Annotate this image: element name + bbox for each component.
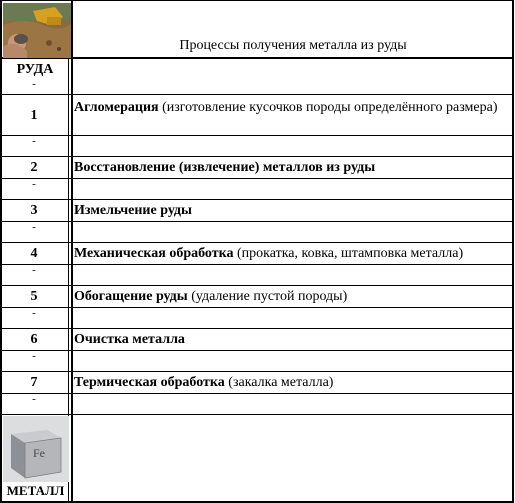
iron-cube-icon — [3, 416, 69, 482]
step-number: 1 — [30, 108, 38, 123]
row-divider — [0, 414, 514, 415]
step-number: 6 — [30, 332, 38, 347]
step-name: Измельчение руды — [74, 203, 192, 218]
dash-mark: - — [32, 393, 36, 405]
row-divider — [0, 307, 514, 308]
row-divider — [0, 221, 514, 222]
row-divider — [0, 135, 514, 136]
step-description — [74, 246, 512, 262]
step-name: Механическая обработка — [74, 246, 234, 261]
row-divider — [0, 350, 514, 351]
step-description — [74, 332, 510, 348]
dash-mark: - — [32, 221, 36, 233]
step-number: 2 — [30, 160, 38, 175]
step-name: Восстановление (извлечение) металлов из руды — [74, 160, 376, 175]
table-border-top — [0, 0, 514, 1]
mining-photo-icon — [3, 3, 71, 58]
step-number: 3 — [30, 203, 38, 218]
row-divider — [0, 328, 514, 329]
row-divider — [0, 156, 514, 157]
step-number: 7 — [30, 375, 38, 390]
step-number: 5 — [30, 289, 38, 304]
step-number: 4 — [30, 246, 38, 261]
row-divider — [0, 393, 514, 394]
step-description — [74, 203, 510, 219]
step-name: Термическая обработка — [74, 375, 225, 390]
column-divider-double — [71, 0, 73, 503]
step-detail: (удаление пустой породы) — [187, 289, 348, 304]
table-border-right — [512, 0, 514, 503]
dash-mark: - — [32, 307, 36, 319]
row-divider — [0, 57, 514, 59]
row-divider — [0, 94, 514, 95]
dash-mark: - — [32, 135, 36, 147]
table-title: Процессы получения металла из руды — [179, 38, 407, 53]
step-description — [74, 100, 510, 116]
metal-label: МЕТАЛЛ — [6, 483, 65, 498]
row-divider — [0, 178, 514, 179]
dash-mark: - — [32, 78, 36, 90]
step-name: Обогащение руды — [74, 289, 188, 304]
step-detail: (изготовление кусочков породы определённого размера) — [158, 100, 498, 115]
step-detail: (прокатка, ковка, штамповка металла) — [233, 246, 464, 261]
row-divider — [0, 371, 514, 372]
step-name: Очистка металла — [74, 332, 185, 347]
row-divider — [0, 264, 514, 265]
row-divider — [0, 199, 514, 200]
step-description — [74, 160, 510, 176]
row-divider — [0, 242, 514, 243]
row-divider — [0, 285, 514, 286]
dash-mark: - — [32, 178, 36, 190]
element-symbol: Fe — [33, 446, 45, 460]
ore-label: РУДА — [16, 62, 54, 77]
step-description — [74, 289, 510, 305]
step-name: Агломерация — [74, 100, 159, 115]
step-description — [74, 375, 510, 391]
step-detail: (закалка металла) — [224, 375, 334, 390]
dash-mark: - — [32, 264, 36, 276]
dash-mark: - — [32, 350, 36, 362]
